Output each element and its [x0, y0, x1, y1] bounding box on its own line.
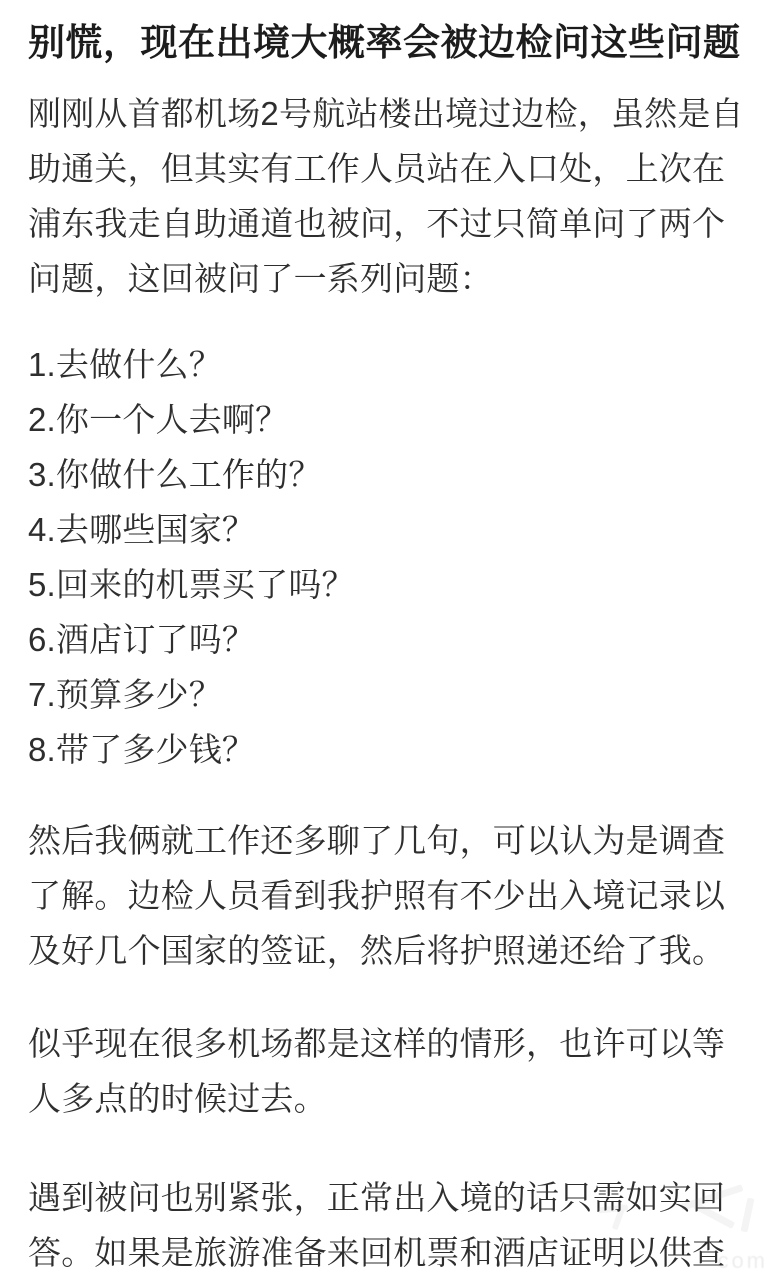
followup-paragraph	[28, 813, 750, 978]
intro-line-2: 助通关，但其实有工作人员站在入口处，上次在	[28, 150, 726, 187]
post-title: 别慌，现在出境大概率会被边检问这些问题	[28, 22, 741, 63]
intro-line-1: 刚刚从首都机场2号航站楼出境过边检，虽然是自	[28, 95, 744, 132]
question-item-4: 4.去哪些国家？	[28, 511, 256, 548]
question-item-8: 8.带了多少钱？	[28, 731, 256, 768]
advice-line-1: 遇到被问也别紧张，正常出入境的话只需如实回	[28, 1179, 726, 1216]
followup-line-3: 及好几个国家的签证，然后将护照递还给了我。	[28, 932, 726, 969]
intro-paragraph	[28, 86, 750, 306]
observation-paragraph	[28, 1016, 750, 1126]
advice-line-2: 答。如果是旅游准备来回机票和酒店证明以供查	[28, 1234, 726, 1271]
followup-line-2: 了解。边检人员看到我护照有不少出入境记录以	[28, 877, 726, 914]
questions-list	[28, 337, 750, 777]
observation-line-2: 人多点的时候过去。	[28, 1080, 327, 1117]
question-item-2: 2.你一个人去啊？	[28, 401, 289, 438]
question-item-6: 6.酒店订了吗？	[28, 621, 256, 658]
advice-paragraph	[28, 1170, 750, 1280]
observation-line-1: 似乎现在很多机场都是这样的情形，也许可以等	[28, 1025, 726, 1062]
question-item-1: 1.去做什么？	[28, 346, 222, 383]
question-item-5: 5.回来的机票买了吗？	[28, 566, 355, 603]
watermark-domain-text: com	[717, 1248, 768, 1273]
question-item-7: 7.预算多少？	[28, 676, 222, 713]
intro-line-3: 浦东我走自助通道也被问，不过只简单问了两个	[28, 205, 726, 242]
question-item-3: 3.你做什么工作的？	[28, 456, 322, 493]
intro-line-4: 问题，这回被问了一系列问题：	[28, 260, 493, 297]
followup-line-1: 然后我俩就工作还多聊了几句，可以认为是调查	[28, 822, 726, 859]
